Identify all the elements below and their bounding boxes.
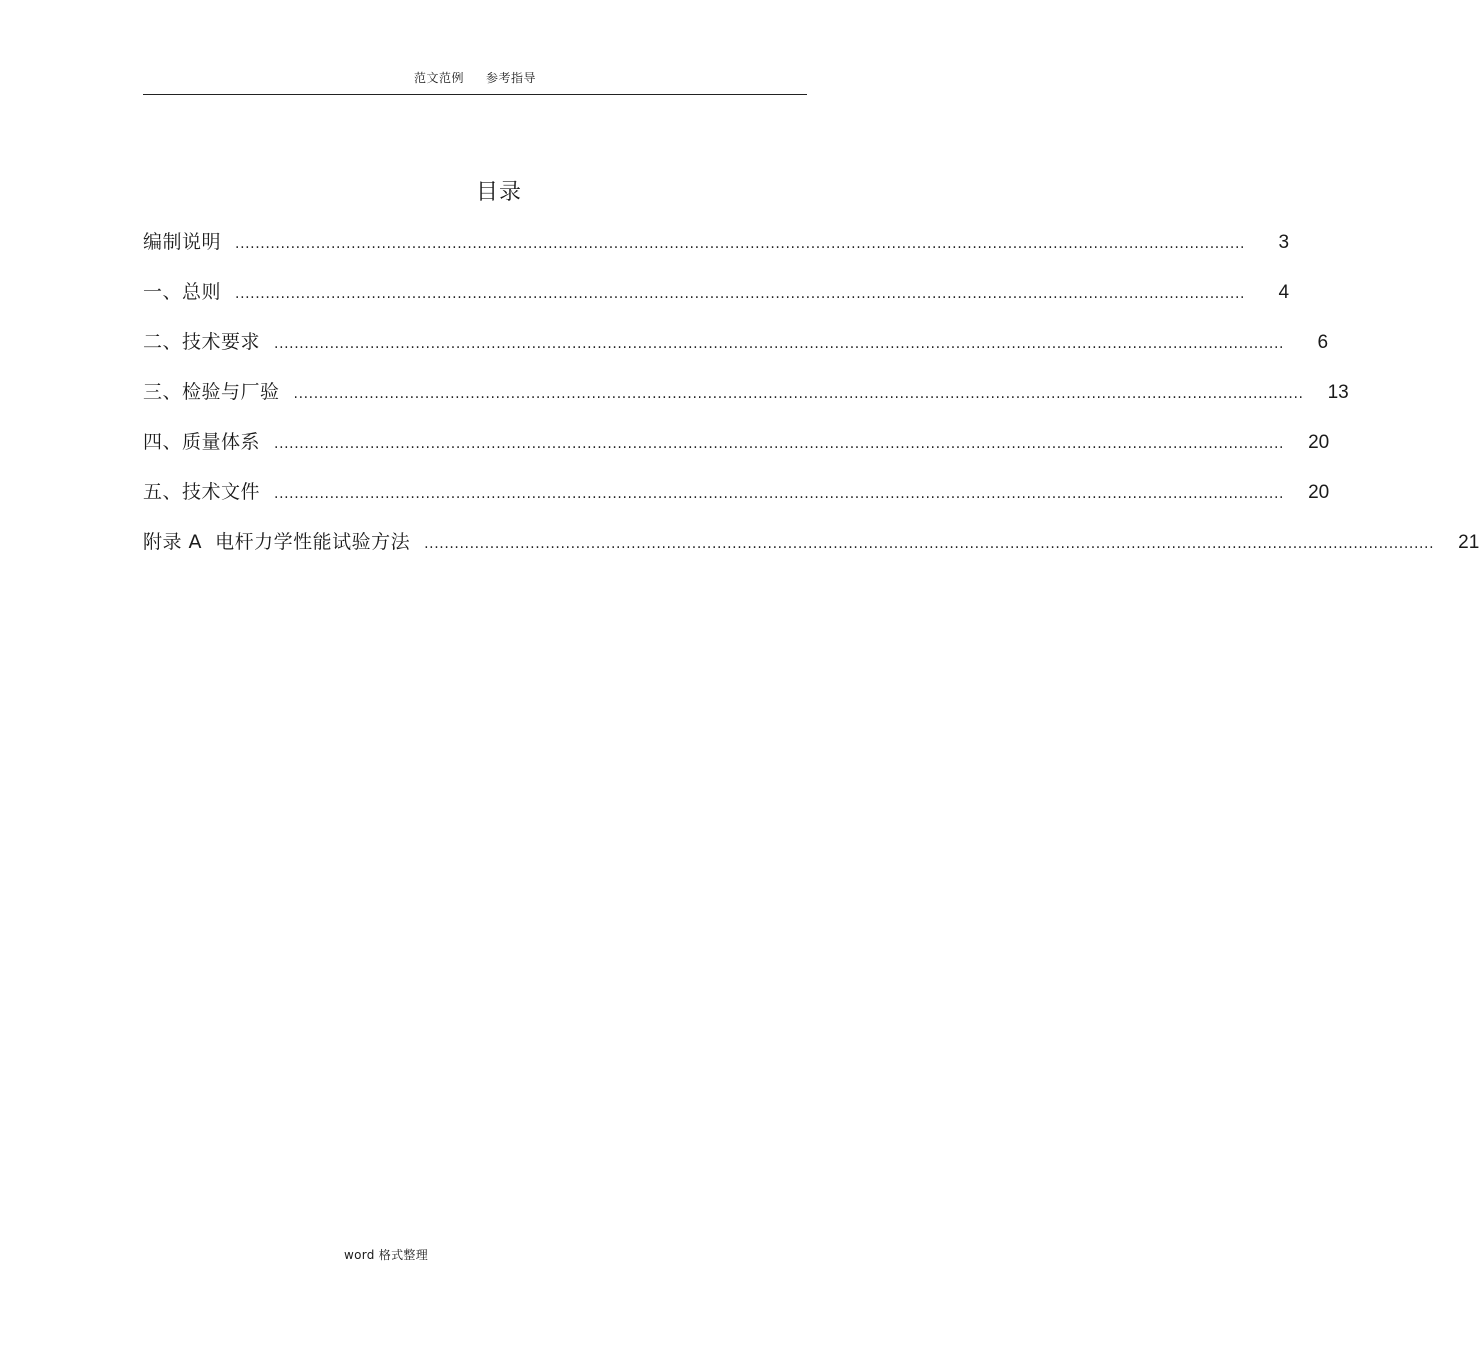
toc-entry[interactable] <box>143 426 1330 476</box>
toc-leader-dots: ........................................................................................................................................................................................................ <box>293 386 1304 402</box>
toc-leader-dots: ........................................................................................................................................................................................................ <box>235 286 1246 302</box>
table-of-contents <box>143 226 1479 576</box>
header-right-text: 参考指导 <box>486 71 537 85</box>
toc-leader-dots: ........................................................................................................................................................................................................ <box>235 236 1246 252</box>
toc-title: 目录 <box>475 180 522 205</box>
toc-entry-label: 编制说明 <box>143 231 222 253</box>
toc-entry-page: 21 <box>1458 532 1479 553</box>
toc-entry[interactable] <box>143 476 1330 526</box>
toc-leader-dots: ........................................................................................................................................................................................................ <box>274 336 1285 352</box>
toc-entry-page: 4 <box>1278 282 1290 303</box>
header-left-text: 范文范例 <box>413 71 464 85</box>
toc-entry[interactable] <box>143 526 1479 576</box>
toc-entry[interactable] <box>143 376 1349 426</box>
toc-entry-page: 20 <box>1308 432 1330 453</box>
toc-entry-label: 五、技术文件 <box>143 481 261 503</box>
toc-entry-page: 3 <box>1278 232 1290 253</box>
toc-entry-label: 二、技术要求 <box>143 331 261 353</box>
toc-entry-label: 三、检验与厂验 <box>143 381 280 403</box>
toc-entry-label: 四、质量体系 <box>143 431 261 453</box>
page-footer: word 格式整理 <box>344 1248 429 1262</box>
toc-entry-label: 附录 A 电杆力学性能试验方法 <box>143 531 411 553</box>
toc-entry-page: 13 <box>1327 382 1349 403</box>
toc-entry[interactable] <box>143 276 1290 326</box>
toc-entry[interactable] <box>143 326 1329 376</box>
toc-leader-dots: ........................................................................................................................................................................................................ <box>424 536 1435 552</box>
toc-entry-page: 20 <box>1308 482 1330 503</box>
toc-entry-page: 6 <box>1317 332 1329 353</box>
toc-entry[interactable] <box>143 226 1290 276</box>
toc-entry-label: 一、总则 <box>143 281 222 303</box>
page-header <box>143 66 807 95</box>
toc-leader-dots: ........................................................................................................................................................................................................ <box>274 486 1285 502</box>
toc-leader-dots: ........................................................................................................................................................................................................ <box>274 436 1285 452</box>
